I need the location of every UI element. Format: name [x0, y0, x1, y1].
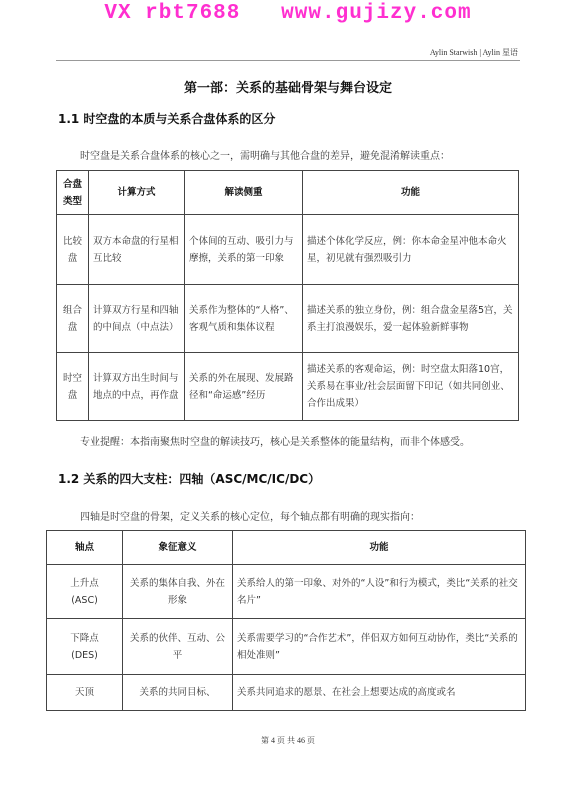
cell-function: 关系需要学习的“合作艺术”，伴侣双方如何互动协作，类比“关系的相处准则”	[233, 619, 526, 675]
table-row	[47, 565, 526, 619]
column-header-function: 功能	[303, 171, 519, 215]
section-title-1-2: 1.2 关系的四大支柱：四轴（ASC/MC/IC/DC）	[58, 472, 321, 486]
table-row	[47, 675, 526, 711]
column-header-focus: 解读侧重	[185, 171, 303, 215]
cell-function: 关系共同追求的愿景、在社会上想要达成的高度或名	[233, 675, 526, 711]
cell-axis	[47, 565, 123, 619]
column-header-calc: 计算方式	[89, 171, 185, 215]
cell-function: 描述关系的客观命运，例：时空盘太阳落10宫，关系易在事业/社会层面留下印记（如共同创业、合作出成果）	[303, 353, 519, 421]
column-header-function: 功能	[233, 531, 526, 565]
cell-axis	[47, 675, 123, 711]
section-intro-1-1: 时空盘是关系合盘体系的核心之一，需明确与其他合盘的差异，避免混淆解读重点：	[80, 151, 450, 162]
table-row	[57, 285, 519, 353]
chart-comparison-table	[56, 170, 519, 421]
cell-meaning: 关系的伙伴、互动、公平	[123, 619, 233, 675]
axis-abbr: (DES)	[71, 649, 98, 661]
cell-type: 时空盘	[57, 353, 89, 421]
cell-calc: 计算双方行星和四轴的中间点（中点法）	[89, 285, 185, 353]
section-title-1-1: 1.1 时空盘的本质与关系合盘体系的区分	[58, 112, 276, 126]
cell-type: 比较盘	[57, 215, 89, 285]
page-number-footer: 第 4 页 共 46 页	[261, 736, 315, 745]
cell-type: 组合盘	[57, 285, 89, 353]
table-row	[47, 619, 526, 675]
running-header: Aylin Starwish | Aylin 星语	[429, 48, 518, 57]
cell-calc: 计算双方出生时间与地点的中点，再作盘	[89, 353, 185, 421]
cell-axis	[47, 619, 123, 675]
axis-abbr: (ASC)	[71, 594, 98, 606]
four-axes-table	[46, 530, 526, 711]
cell-focus: 关系的外在展现、发展路径和“命运感”经历	[185, 353, 303, 421]
table-header-row	[57, 171, 519, 215]
table-header-row	[47, 531, 526, 565]
cell-function: 描述个体化学反应，例：你本命金星冲他本命火星，初见就有强烈吸引力	[303, 215, 519, 285]
cell-function: 描述关系的独立身份，例：组合盘金星落5宫，关系主打浪漫娱乐，爱一起体验新鲜事物	[303, 285, 519, 353]
section-intro-1-2: 四轴是时空盘的骨架，定义关系的核心定位，每个轴点都有明确的现实指向：	[80, 512, 420, 523]
table-row	[57, 353, 519, 421]
column-header-meaning: 象征意义	[123, 531, 233, 565]
axis-name: 上升点	[70, 577, 99, 589]
table-row	[57, 215, 519, 285]
axis-name: 下降点	[70, 632, 99, 644]
cell-meaning: 关系的集体自我、外在形象	[123, 565, 233, 619]
cell-meaning: 关系的共同目标、	[123, 675, 233, 711]
column-header-type: 合盘类型	[57, 171, 89, 215]
part-title: 第一部：关系的基础骨架与舞台设定	[183, 81, 392, 96]
professional-note: 专业提醒：本指南聚焦时空盘的解读技巧，核心是关系整体的能量结构，而非个体感受。	[80, 437, 470, 448]
axis-name: 天顶	[74, 687, 94, 698]
cell-focus: 个体间的互动、吸引力与摩擦，关系的第一印象	[185, 215, 303, 285]
watermark-text: VX rbt7688 www.gujizy.com	[104, 2, 472, 25]
column-header-axis: 轴点	[47, 531, 123, 565]
header-divider	[56, 60, 520, 61]
cell-focus: 关系作为整体的“人格”、客观气质和集体议程	[185, 285, 303, 353]
cell-function: 关系给人的第一印象、对外的“人设”和行为模式，类比“关系的社交名片”	[233, 565, 526, 619]
cell-calc: 双方本命盘的行星相互比较	[89, 215, 185, 285]
